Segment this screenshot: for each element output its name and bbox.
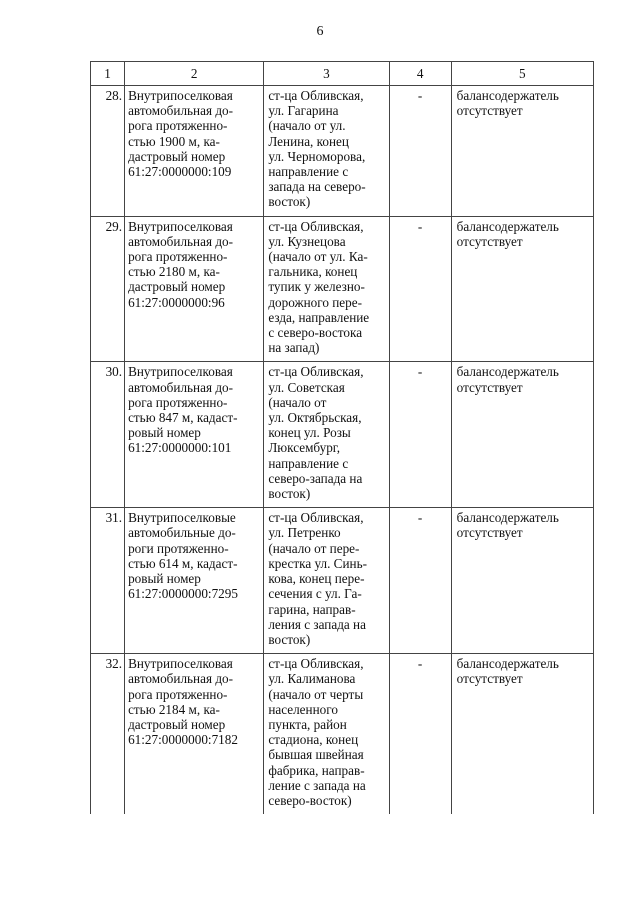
- address-line: гальника, конец: [268, 264, 358, 280]
- holder-line: балансодержатель: [456, 364, 559, 380]
- address-line: езда, направление: [268, 309, 370, 325]
- header-cell: 1: [91, 62, 125, 86]
- object-name-line: дастровый номер: [128, 148, 226, 164]
- object-name-line: дастровый номер: [128, 279, 226, 295]
- object-name-line: автомобильные до-: [128, 525, 236, 541]
- address-line: ст-ца Обливская,: [268, 218, 364, 234]
- row-number-cell: 29.: [91, 216, 125, 362]
- address-line: (начало от: [268, 394, 327, 410]
- holder-line: балансодержатель: [456, 510, 559, 526]
- holder-cell: [451, 216, 593, 362]
- object-name-line: рога протяженно-: [128, 118, 228, 134]
- holder-line: балансодержатель: [456, 88, 559, 103]
- address-line: северо-восток): [268, 792, 352, 808]
- address-line: запада на северо-: [268, 179, 366, 195]
- table-row: [91, 86, 594, 217]
- dash-cell: -: [389, 362, 451, 508]
- object-name-line: 61:27:0000000:96: [128, 294, 225, 310]
- dash-cell: -: [389, 216, 451, 362]
- row-number-cell: 30.: [91, 362, 125, 508]
- address-line: восток): [268, 194, 311, 210]
- row-number-cell: 31.: [91, 508, 125, 654]
- address-line: восток): [268, 486, 311, 502]
- address-line: ул. Калиманова: [268, 671, 356, 687]
- address-line: ление с запада на: [268, 777, 366, 793]
- object-name-line: автомобильная до-: [128, 671, 234, 687]
- address-line: ст-ца Обливская,: [268, 510, 364, 526]
- object-name-line: 61:27:0000000:7182: [128, 732, 238, 748]
- object-name-line: стью 1900 м, ка-: [128, 133, 220, 149]
- object-name-line: Внутрипоселковая: [128, 364, 233, 380]
- object-name-line: рога протяженно-: [128, 686, 228, 702]
- address-line: ул. Советская: [268, 379, 345, 395]
- holder-cell: [451, 86, 593, 217]
- address-line: на запад): [268, 340, 320, 356]
- dash-cell: -: [389, 86, 451, 217]
- address-line: ст-ца Обливская,: [268, 656, 364, 672]
- page-number: 6: [316, 24, 324, 39]
- address-line: ул. Октябрьская,: [268, 410, 362, 426]
- object-name-line: ровый номер: [128, 425, 201, 441]
- header-cell: 3: [264, 62, 389, 86]
- address-line: (начало от пере-: [268, 540, 360, 556]
- address-line: пункта, район: [268, 716, 347, 732]
- address-line: (начало от черты: [268, 686, 364, 702]
- address-cell: [264, 508, 389, 654]
- address-line: направление с: [268, 455, 349, 471]
- address-cell: [264, 216, 389, 362]
- address-line: ст-ца Обливская,: [268, 364, 364, 380]
- object-name-line: автомобильная до-: [128, 233, 234, 249]
- holder-cell: [451, 508, 593, 654]
- roads-registry-table: [90, 61, 594, 814]
- address-line: восток): [268, 631, 311, 647]
- object-name-line: ровый номер: [128, 571, 201, 587]
- holder-cell: [451, 654, 593, 815]
- address-line: кова, конец пере-: [268, 571, 365, 587]
- address-cell: [264, 654, 389, 815]
- holder-line: балансодержатель: [456, 218, 559, 234]
- holder-line: отсутствует: [456, 233, 523, 249]
- address-line: ул. Черноморова,: [268, 148, 366, 164]
- table-row: [91, 362, 594, 508]
- row-number-cell: 28.: [91, 86, 125, 217]
- address-line: ул. Петренко: [268, 525, 341, 541]
- row-number-cell: 32.: [91, 654, 125, 815]
- address-line: гарина, направ-: [268, 601, 356, 617]
- object-name-line: роги протяженно-: [128, 540, 229, 556]
- object-name-line: рога протяженно-: [128, 394, 228, 410]
- object-name-line: стью 2180 м, ка-: [128, 264, 220, 280]
- object-name-cell: [125, 86, 264, 217]
- address-line: тупик у железно-: [268, 279, 365, 295]
- object-name-line: дастровый номер: [128, 716, 226, 732]
- object-name-cell: [125, 654, 264, 815]
- address-line: северо-запада на: [268, 470, 363, 486]
- object-name-line: Внутрипоселковые: [128, 510, 236, 526]
- object-name-cell: [125, 362, 264, 508]
- address-line: конец ул. Розы: [268, 425, 351, 441]
- address-line: ления с запада на: [268, 616, 366, 632]
- object-name-line: Внутрипоселковая: [128, 88, 233, 103]
- object-name-line: Внутрипоселковая: [128, 218, 233, 234]
- address-line: дорожного пере-: [268, 294, 362, 310]
- address-cell: [264, 362, 389, 508]
- table-row: [91, 508, 594, 654]
- holder-line: отсутствует: [456, 379, 523, 395]
- address-line: бывшая швейная: [268, 747, 364, 763]
- address-line: ул. Гагарина: [268, 103, 339, 119]
- address-line: с северо-востока: [268, 325, 363, 341]
- object-name-line: стью 614 м, кадаст-: [128, 555, 238, 571]
- holder-line: отсутствует: [456, 103, 523, 119]
- address-line: крестка ул. Синь-: [268, 555, 367, 571]
- holder-line: отсутствует: [456, 525, 523, 541]
- holder-line: балансодержатель: [456, 656, 559, 672]
- object-name-line: стью 2184 м, ка-: [128, 701, 220, 717]
- object-name-line: 61:27:0000000:101: [128, 440, 232, 456]
- address-line: (начало от ул.: [268, 118, 346, 134]
- address-line: стадиона, конец: [268, 732, 359, 748]
- address-line: сечения с ул. Га-: [268, 586, 362, 602]
- table-row: [91, 654, 594, 815]
- header-row: [91, 62, 594, 86]
- table-row: [91, 216, 594, 362]
- address-line: ст-ца Обливская,: [268, 88, 364, 103]
- object-name-line: автомобильная до-: [128, 103, 234, 119]
- object-name-line: Внутрипоселковая: [128, 656, 233, 672]
- object-name-cell: [125, 216, 264, 362]
- object-name-line: рога протяженно-: [128, 249, 228, 265]
- dash-cell: -: [389, 654, 451, 815]
- address-line: Ленина, конец: [268, 133, 349, 149]
- holder-cell: [451, 362, 593, 508]
- address-line: Люксембург,: [268, 440, 341, 456]
- object-name-line: автомобильная до-: [128, 379, 234, 395]
- object-name-line: 61:27:0000000:109: [128, 164, 232, 180]
- header-cell: 5: [451, 62, 593, 86]
- address-line: ул. Кузнецова: [268, 233, 346, 249]
- object-name-line: стью 847 м, кадаст-: [128, 410, 238, 426]
- address-line: (начало от ул. Ка-: [268, 249, 368, 265]
- address-line: фабрика, направ-: [268, 762, 365, 778]
- holder-line: отсутствует: [456, 671, 523, 687]
- address-line: населенного: [268, 701, 338, 717]
- object-name-cell: [125, 508, 264, 654]
- object-name-line: 61:27:0000000:7295: [128, 586, 238, 602]
- address-cell: [264, 86, 389, 217]
- address-line: направление с: [268, 164, 349, 180]
- dash-cell: -: [389, 508, 451, 654]
- header-cell: 4: [389, 62, 451, 86]
- header-cell: 2: [125, 62, 264, 86]
